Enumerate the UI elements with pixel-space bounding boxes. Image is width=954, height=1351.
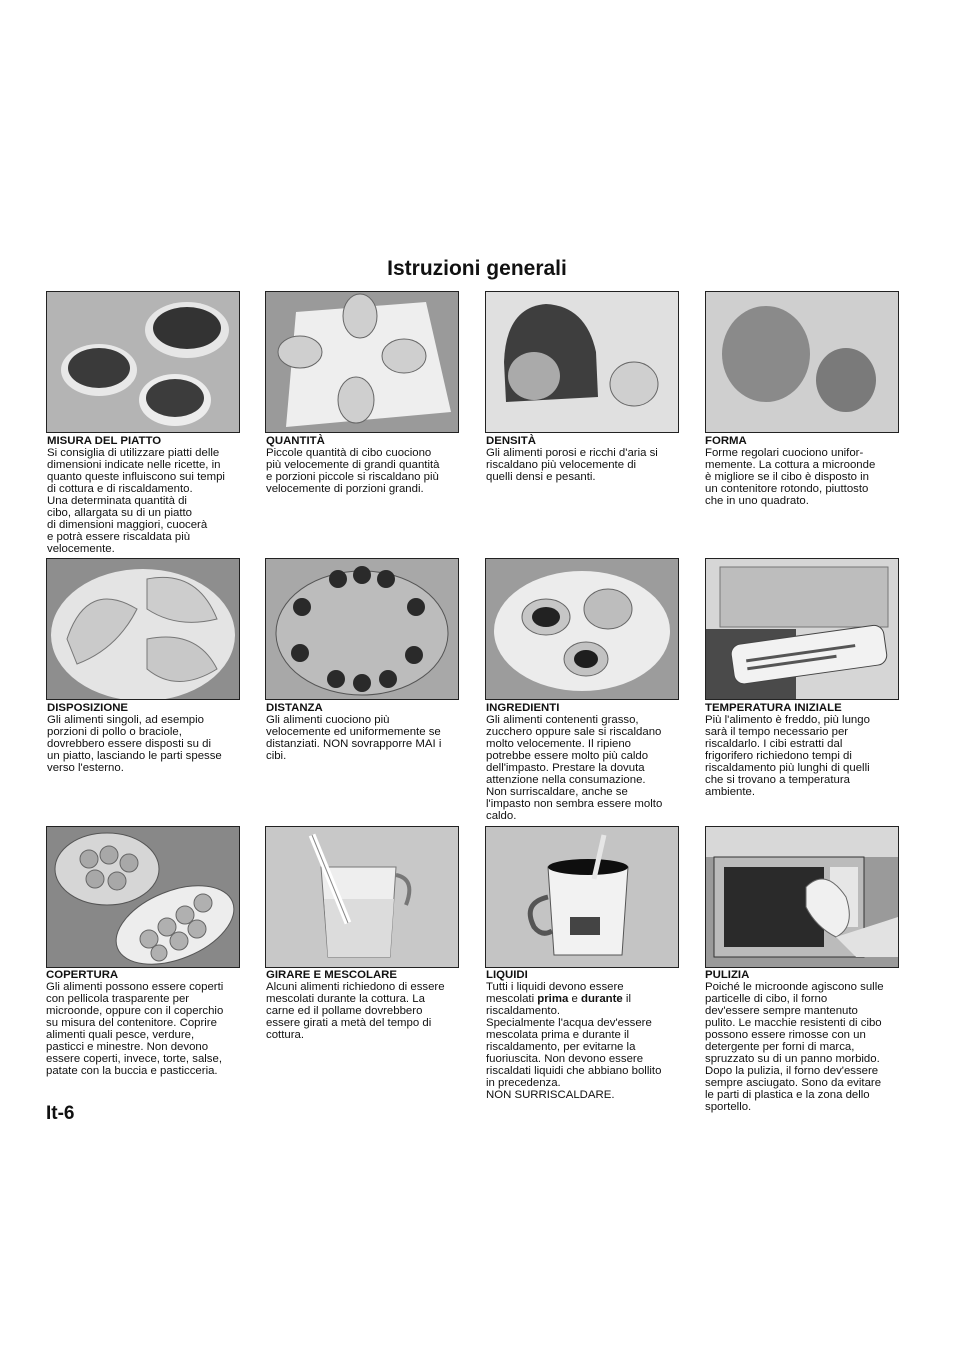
photo-spacing xyxy=(265,558,459,700)
section-dish-size: MISURA DEL PIATTO Si consiglia di utilizzare piatti delle dimensioni indicate nelle ricette, in quanto queste influiscono sui tempi di cottura e di riscaldamento. Una determinata quantità di cibo, allargata su di un piatto di dimensioni maggiori, cuocerà e potrà essere riscaldata più velocemente. xyxy=(47,435,225,555)
section-quantity: QUANTITÀ Piccole quantità di cibo cuociono più velocemente di grandi quantità e porzioni piccole si riscaldano più velocemente di porzioni grandi. xyxy=(266,435,440,495)
photo-cleaning xyxy=(705,826,899,968)
photo-liquids xyxy=(485,826,679,968)
photo-dish-size xyxy=(46,291,240,433)
section-heading: INGREDIENTI xyxy=(486,702,560,714)
page-number: It-6 xyxy=(46,1103,75,1124)
section-ingredients: INGREDIENTI Gli alimenti contenenti grasso, zucchero oppure sale si riscaldano molto velocemente. Il ripieno potrebbe essere molto più caldo dell'impasto. Prestare la dovuta attenzione nella consumazione. Non surriscaldare, anche se l'impasto non sembra essere molto caldo. xyxy=(486,702,663,822)
photo-quantity xyxy=(265,291,459,433)
section-liquids: LIQUIDI Tutti i liquidi devono essere mescolati prima e durante il riscaldamento. Specialmente l'acqua dev'essere mescolata prima e durante il riscaldamento, per evitarne la fuoriuscita. Non devono essere riscaldati liquidi che abbiano bollito in precedenza. NON SURRISCALDARE. xyxy=(486,969,662,1101)
section-density: DENSITÀ Gli alimenti porosi e ricchi d'aria si riscaldano più velocemente di quelli densi e pesanti. xyxy=(486,435,658,483)
photo-covering xyxy=(46,826,240,968)
section-shape: FORMA Forme regolari cuociono unifor- memente. La cottura a microonde è migliore se il cibo è disposto in un contenitore rotondo, piuttosto che in uno quadrato. xyxy=(705,435,876,507)
photo-shape xyxy=(705,291,899,433)
section-covering: COPERTURA Gli alimenti possono essere coperti con pellicola trasparente per microonde, oppure con il coperchio su misura del contenitore. Coprire alimenti quali pesce, verdure, pasticci e minestre. Non devono essere coperti, invece, torte, salse, patate con la buccia e pasticceria. xyxy=(46,969,224,1077)
section-heading: LIQUIDI xyxy=(486,969,528,981)
photo-density xyxy=(485,291,679,433)
photo-stirring xyxy=(265,826,459,968)
section-stirring: GIRARE E MESCOLARE Alcuni alimenti richiedono di essere mescolati durante la cottura. La carne ed il pollame dovrebbero essere girati a metà del tempo di cottura. xyxy=(266,969,445,1041)
section-heading: DENSITÀ xyxy=(486,435,536,447)
photo-initial-temperature xyxy=(705,558,899,700)
page-title: Istruzioni generali xyxy=(387,257,567,280)
section-heading: PULIZIA xyxy=(705,969,750,981)
section-heading: COPERTURA xyxy=(46,969,119,981)
section-heading: MISURA DEL PIATTO xyxy=(47,435,162,447)
section-heading: DISTANZA xyxy=(266,702,323,714)
photo-arrangement xyxy=(46,558,240,700)
section-cleaning: PULIZIA Poiché le microonde agiscono sulle particelle di cibo, il forno dev'essere sempre mantenuto pulito. Le macchie resistenti di cibo possono essere rimosse con un detergente per forni di marca, spruzzato su di un panno morbido. Dopo la pulizia, il forno dev'essere sempre asciugato. Sono da evitare le parti di plastica e la zona dello sportello. xyxy=(705,969,884,1113)
section-initial-temperature: TEMPERATURA INIZIALE Più l'alimento è freddo, più lungo sarà il tempo necessario per riscaldarlo. I cibi estratti dal frigorifero richiedono tempi di riscaldamento più lunghi di quelli che si trovano a temperatura ambiente. xyxy=(705,702,870,798)
section-spacing: DISTANZA Gli alimenti cuociono più velocemente ed uniformemente se distanziati. NON sovrapporre MAI i cibi. xyxy=(266,702,442,762)
section-heading: DISPOSIZIONE xyxy=(47,702,129,714)
photo-ingredients xyxy=(485,558,679,700)
section-heading: FORMA xyxy=(705,435,747,447)
section-heading: TEMPERATURA INIZIALE xyxy=(705,702,842,714)
section-arrangement: DISPOSIZIONE Gli alimenti singoli, ad esempio porzioni di pollo o braciole, dovrebbero essere disposti su di un piatto, lasciando le parti spesse verso l'esterno. xyxy=(47,702,222,774)
section-heading: QUANTITÀ xyxy=(266,435,325,447)
section-heading: GIRARE E MESCOLARE xyxy=(266,969,398,981)
